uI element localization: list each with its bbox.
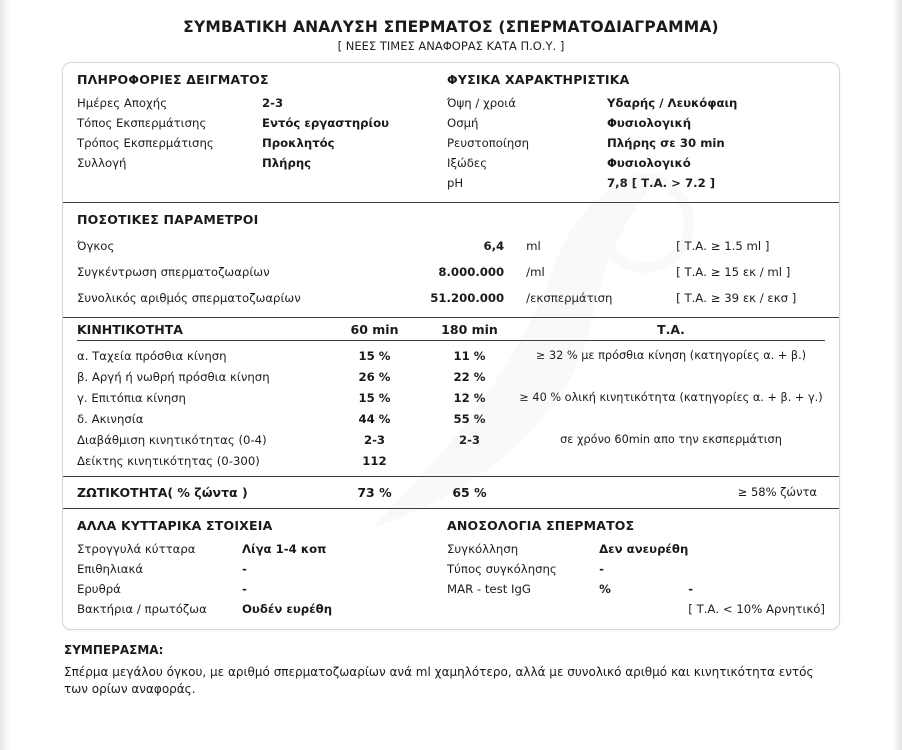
row-label: Όψη / χροιά (447, 96, 516, 110)
table-row (77, 366, 825, 387)
table-row (77, 559, 437, 579)
row-unit: /ml (526, 265, 545, 279)
row-value: % (599, 582, 611, 596)
row-value: Πλήρης σε 30 min (607, 136, 725, 150)
row-value: - (242, 562, 247, 576)
row-label: MAR - test IgG (447, 582, 531, 596)
row-label: Τύπος συγκόλησης (447, 562, 557, 576)
row-reference: [ Τ.Α. ≥ 1.5 ml ] (676, 239, 770, 253)
table-row (77, 233, 825, 259)
table-row (77, 429, 825, 450)
motility-header-row (77, 318, 825, 340)
motility-heading: ΚΙΝΗΤΙΚΟΤΗΤΑ (77, 321, 183, 337)
immunology-block (437, 509, 825, 619)
row-value-180: 12 % (453, 390, 486, 405)
vitality-value-60: 73 % (357, 485, 392, 500)
table-row (77, 387, 825, 408)
row-label: Οσμή (447, 116, 479, 130)
other-cells-table (77, 539, 437, 619)
top-section (63, 63, 839, 202)
motility-table (77, 318, 825, 340)
physical-block (437, 63, 825, 193)
table-row (77, 345, 825, 366)
immunology-table (447, 539, 825, 619)
row-label: Στρογγυλά κύτταρα (77, 542, 196, 556)
quantitative-section (63, 203, 839, 317)
row-unit: /εκσπερμάτιση (526, 291, 613, 305)
row-value: Λίγα 1-4 κοπ (242, 542, 327, 556)
row-value: 7,8 [ Τ.Α. > 7.2 ] (607, 176, 716, 190)
col-ta-header: Τ.Α. (657, 321, 685, 337)
row-reference: σε χρόνο 60min απο την εκσπερμάτιση (560, 432, 782, 446)
vitality-label: ΖΩΤΙΚΟΤΗΤΑ( % ζώντα ) (77, 485, 248, 500)
row-value-60: 26 % (358, 369, 391, 384)
vitality-reference: ≥ 58% ζώντα (737, 485, 817, 499)
table-row (77, 408, 825, 429)
table-row (447, 153, 825, 173)
row-value: Πλήρης (262, 156, 312, 170)
row-label: Επιθηλιακά (77, 562, 144, 576)
row-value: - (242, 582, 247, 596)
row-label: Τρόπος Εκσπερμάτισης (77, 136, 214, 150)
col-180min-header: 180 min (441, 321, 498, 337)
row-extra: [ Τ.Α. < 10% Αρνητικό] (688, 602, 825, 616)
report-card (62, 62, 840, 630)
other-cells-heading: ΑΛΛΑ ΚΥΤΤΑΡΙΚΑ ΣΤΟΙΧΕΙΑ (77, 518, 273, 533)
row-value: Ουδέν ευρέθη (242, 602, 333, 616)
row-value: Φυσιολογική (607, 116, 692, 130)
row-reference: [ Τ.Α. ≥ 39 εκ / εκσ ] (676, 291, 797, 305)
row-value-60: 112 (362, 453, 387, 468)
table-row (77, 450, 825, 471)
row-label: β. Αργή ή νωθρή πρόσθια κίνηση (77, 369, 270, 384)
table-row (447, 579, 825, 599)
row-label: Τόπος Εκσπερμάτισης (77, 116, 207, 130)
row-value-180 (422, 450, 517, 471)
table-row (77, 477, 825, 508)
page-shadow-right (892, 0, 902, 750)
table-row (447, 173, 825, 193)
page-title: ΣΥΜΒΑΤΙΚΗ ΑΝΑΛΥΣΗ ΣΠΕΡΜΑΤΟΣ (ΣΠΕΡΜΑΤΟΔΙΑΓΡΑΜΜΑ) (183, 18, 719, 36)
row-label: Διαβάθμιση κινητικότητας (0-4) (77, 432, 267, 447)
row-label: Συγκόλληση (447, 542, 519, 556)
row-value-180: 55 % (453, 411, 486, 426)
row-reference: ≥ 32 % με πρόσθια κίνηση (κατηγορίες α. + β.) (535, 348, 807, 362)
table-row (77, 599, 437, 619)
row-value-60: 2-3 (363, 432, 386, 447)
row-reference: ≥ 40 % ολική κινητικότητα (κατηγορίες α. + β. + γ.) (519, 390, 823, 404)
other-cells-block (77, 509, 437, 619)
vitality-table (77, 477, 825, 508)
row-value-60: 15 % (358, 390, 391, 405)
motility-rows-table (77, 345, 825, 471)
bottom-section (63, 509, 839, 629)
row-label: Συγκέντρωση σπερματοζωαρίων (77, 265, 270, 279)
row-reference: [ Τ.Α. ≥ 15 εκ / ml ] (676, 265, 791, 279)
table-row (447, 113, 825, 133)
row-value-180: 2-3 (458, 432, 481, 447)
row-value (599, 599, 688, 619)
row-value: 51.200.000 (430, 291, 505, 305)
row-label: δ. Ακινησία (77, 411, 144, 426)
row-label: Δείκτης κινητικότητας (0-300) (77, 453, 260, 468)
row-unit: ml (526, 239, 541, 253)
sample-info-table (77, 93, 437, 173)
table-row (77, 93, 437, 113)
row-value-60: 15 % (358, 348, 391, 363)
immunology-heading: ΑΝΟΣΟΛΟΓΙΑ ΣΠΕΡΜΑΤΟΣ (447, 518, 635, 533)
row-label (447, 599, 599, 619)
page-subtitle: [ ΝΕΕΣ ΤΙΜΕΣ ΑΝΑΦΟΡΑΣ ΚΑΤΑ Π.Ο.Υ. ] (337, 39, 565, 53)
vitality-section (63, 477, 839, 508)
row-value: Εντός εργαστηρίου (262, 116, 390, 130)
quantitative-table (77, 233, 825, 311)
row-label: Ιξώδες (447, 156, 488, 170)
row-extra (688, 539, 825, 559)
quantitative-heading: ΠΟΣΟΤΙΚΕΣ ΠΑΡΑΜΕΤΡΟΙ (77, 212, 259, 227)
table-row (447, 539, 825, 559)
table-row (447, 133, 825, 153)
table-row (447, 93, 825, 113)
row-value-60: 44 % (358, 411, 391, 426)
row-value: Υδαρής / Λευκόφαιη (607, 96, 738, 110)
row-extra: - (688, 582, 694, 596)
table-row (77, 133, 437, 153)
row-value: 8.000.000 (438, 265, 505, 279)
physical-table (447, 93, 825, 193)
row-label: γ. Επιτόπια κίνηση (77, 390, 186, 405)
motility-section (63, 318, 839, 476)
row-value-180: 11 % (453, 348, 486, 363)
row-reference (517, 450, 825, 471)
physical-heading: ΦΥΣΙΚΑ ΧΑΡΑΚΤΗΡΙΣΤΙΚΑ (447, 72, 630, 87)
row-value: Προκλητός (262, 136, 335, 150)
table-row (77, 579, 437, 599)
col-60min-header: 60 min (350, 321, 399, 337)
row-value: - (599, 562, 604, 576)
table-row (447, 559, 825, 579)
row-reference (517, 408, 825, 429)
row-label: Συλλογή (77, 156, 127, 170)
table-row (77, 113, 437, 133)
row-label: Όγκος (77, 239, 115, 253)
sample-info-block (77, 63, 437, 193)
row-label: pH (447, 176, 464, 190)
table-row (77, 539, 437, 559)
conclusion-title: ΣΥΜΠΕΡΑΣΜΑ: (64, 643, 164, 657)
conclusion-text: Σπέρμα μεγάλου όγκου, με αριθμό σπερματοζωαρίων ανά ml χαμηλότερο, αλλά με συνολικό αριθμό και κινητικότητα εντός των ορίων αναφοράς. (64, 665, 814, 697)
row-value: Δεν ανευρέθη (599, 542, 689, 556)
table-row (77, 153, 437, 173)
table-row (77, 285, 825, 311)
row-label: α. Ταχεία πρόσθια κίνηση (77, 348, 227, 363)
row-label: Ημέρες Αποχής (77, 96, 168, 110)
row-value: Φυσιολογικό (607, 156, 691, 170)
row-value: 2-3 (262, 96, 284, 110)
page-shadow-left (0, 0, 10, 750)
row-reference (517, 366, 825, 387)
row-label: Ρευστοποίηση (447, 136, 530, 150)
row-extra (688, 559, 825, 579)
row-value-180: 22 % (453, 369, 486, 384)
row-label: Βακτήρια / πρωτόζωα (77, 602, 207, 616)
row-label: Ερυθρά (77, 582, 121, 596)
row-label: Συνολικός αριθμός σπερματοζωαρίων (77, 291, 301, 305)
table-row (447, 599, 825, 619)
row-value: 6,4 (483, 239, 505, 253)
vitality-value-180: 65 % (452, 485, 487, 500)
sample-info-heading: ΠΛΗΡΟΦΟΡΙΕΣ ΔΕΙΓΜΑΤΟΣ (77, 72, 269, 87)
table-row (77, 259, 825, 285)
